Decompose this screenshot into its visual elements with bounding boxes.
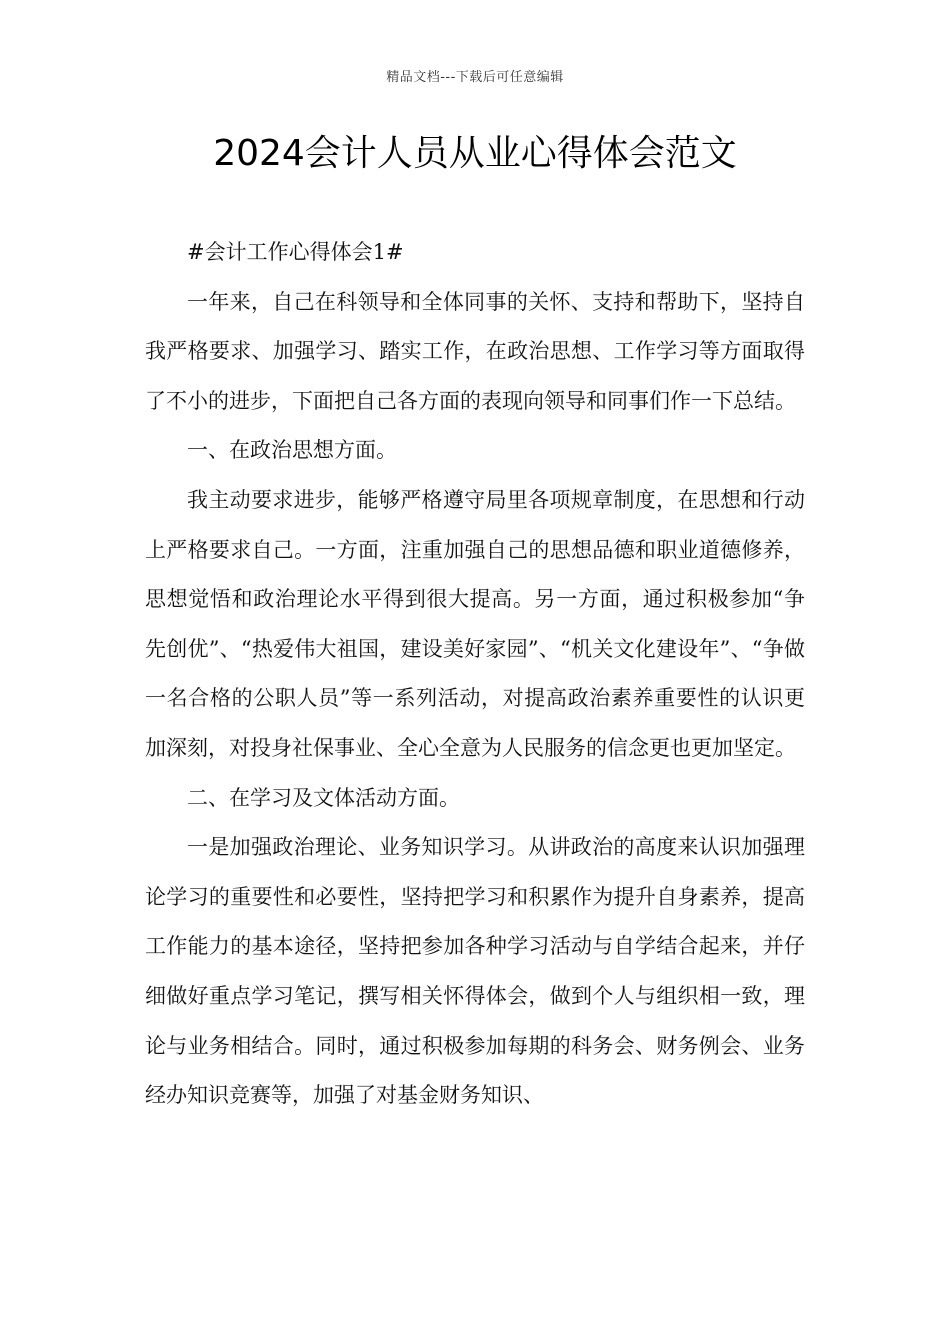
paragraph-section-heading: #会计工作心得体会1# — [187, 240, 404, 264]
paragraph: 一年来，自己在科领导和全体同事的关怀、支持和帮助下，坚持自我严格要求、加强学习、踏实工作，在政治思想、工作学习等方面取得了不小的进步，下面把自己各方面的表现向领导和同事们作一下总结。 — [145, 289, 805, 413]
paragraph: 一是加强政治理论、业务知识学习。从讲政治的高度来认识加强理论学习的重要性和必要性，坚持把学习和积累作为提升自身素养，提高工作能力的基本途径，坚持把参加各种学习活动与自学结合起来，并仔细做好重点学习笔记，撰写相关怀得体会，做到个人与组织相一致，理论与业务相结合。同时，通过积极参加每期的科务会、财务例会、业务经办知识竞赛等，加强了对基金财务知识、 — [145, 835, 805, 1108]
document-title: 2024会计人员从业心得体会范文 — [213, 133, 737, 174]
paragraph-heading-politics: 一、在政治思想方面。 — [187, 438, 397, 463]
header-note: 精品文档---下载后可任意编辑 — [386, 70, 564, 85]
paragraph: 我主动要求进步，能够严格遵守局里各项规章制度，在思想和行动上严格要求自己。一方面，注重加强自己的思想品德和职业道德修养，思想觉悟和政治理论水平得到很大提高。另一方面，通过积极参加“争先创优”、“热爱伟大祖国，建设美好家园”、“机关文化建设年”、“争做一名合格的公职人员”等一系列活动，对提高政治素养重要性的认识更加深刻，对投身社保事业、全心全意为人民服务的信念更也更加坚定。 — [145, 487, 805, 760]
paragraph-heading-study: 二、在学习及文体活动方面。 — [187, 785, 460, 810]
document-body — [145, 228, 805, 1121]
